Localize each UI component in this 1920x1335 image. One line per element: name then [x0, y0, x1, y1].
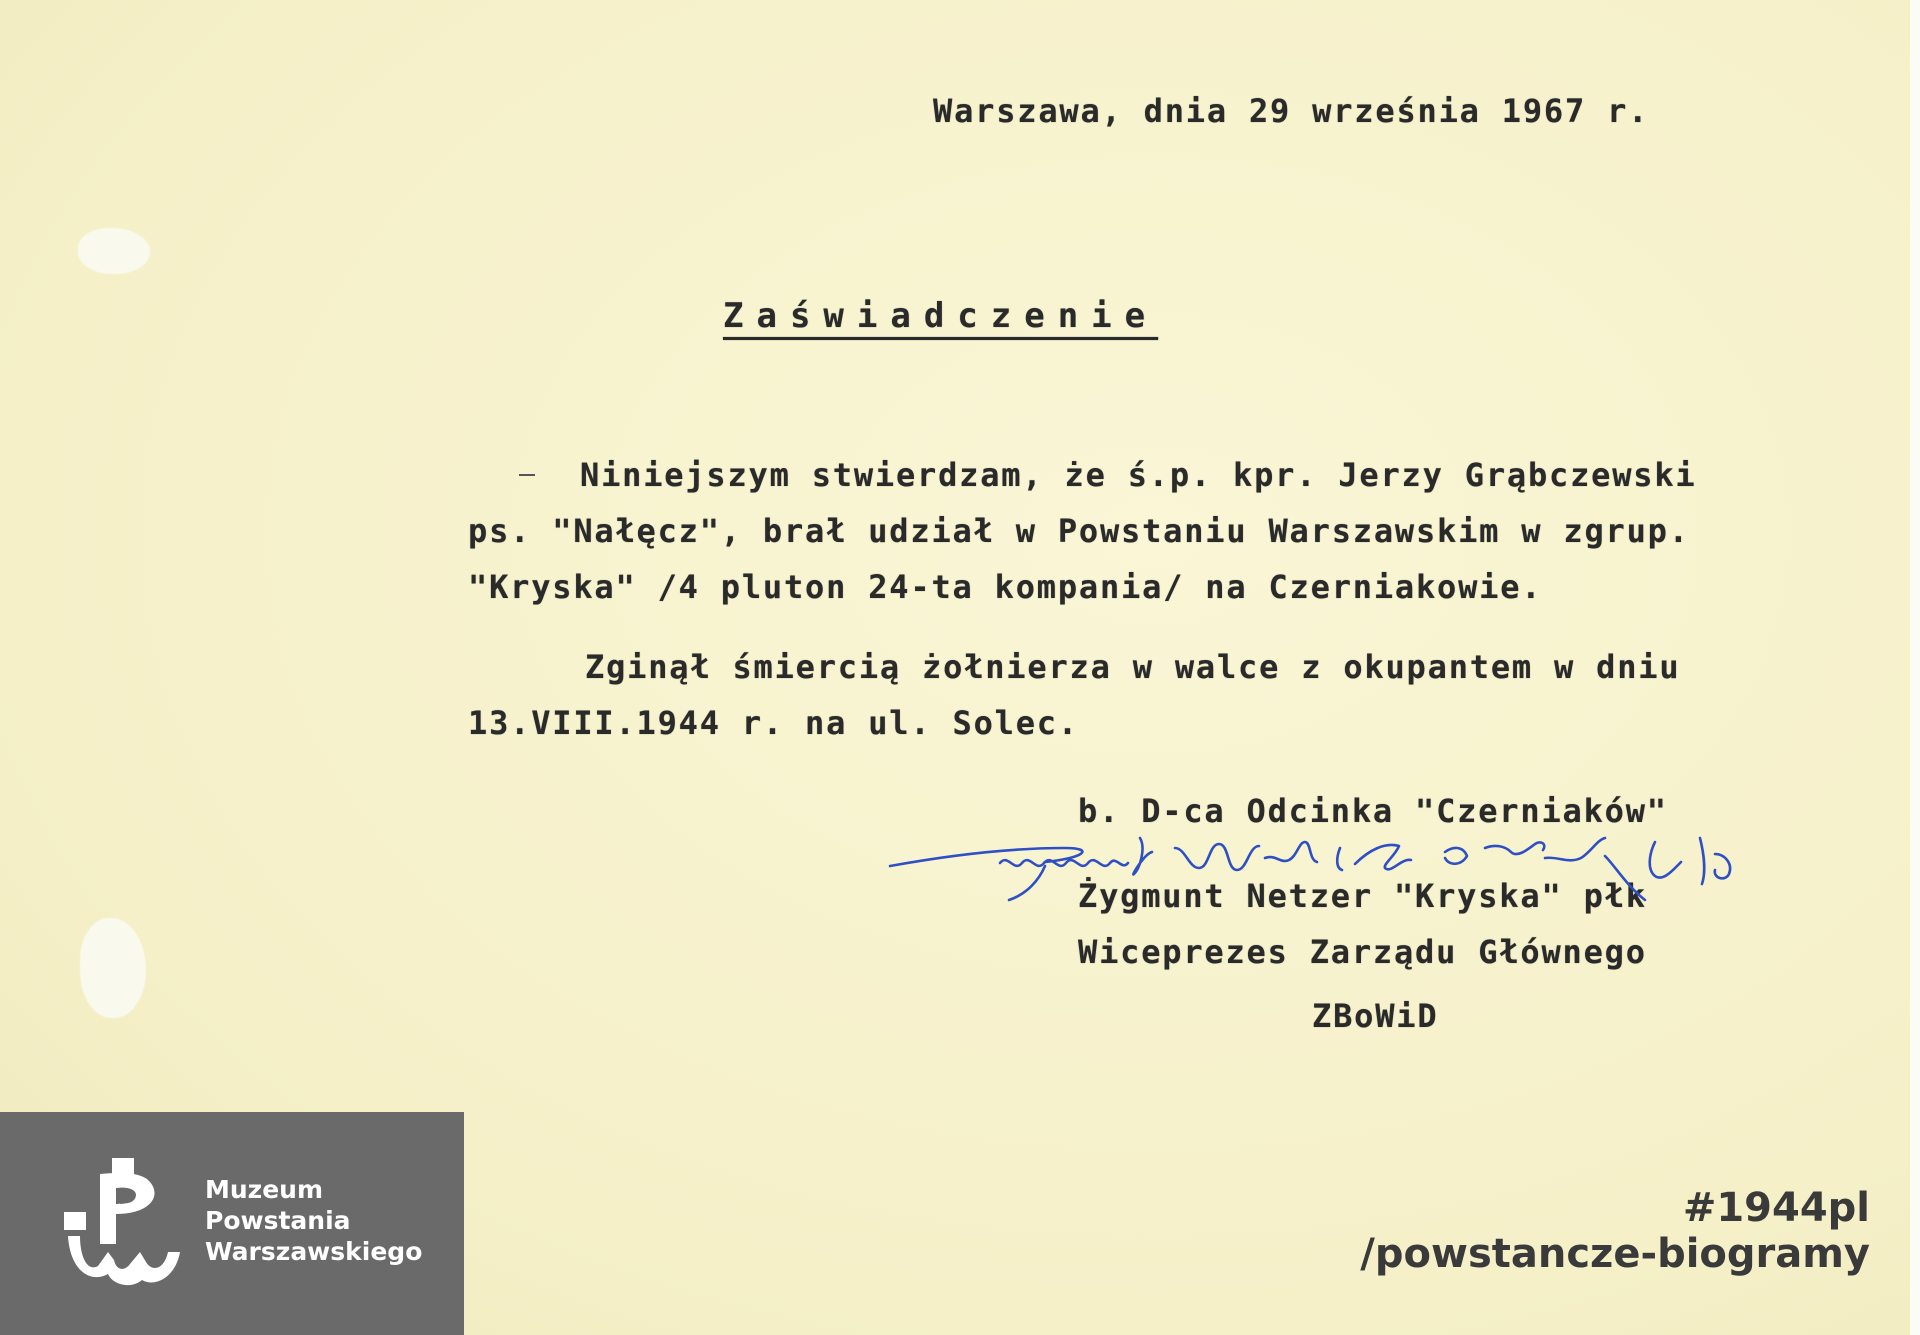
punch-hole-bottom: [80, 918, 146, 1018]
museum-name: [205, 1174, 422, 1267]
signature-block-line3: Wiceprezes Zarządu Głównego: [1078, 933, 1647, 971]
paper-edge: [1910, 0, 1920, 1335]
paragraph-dash: [519, 474, 535, 476]
museum-name-line2: Powstania: [205, 1206, 351, 1235]
hashtag-watermark: [1360, 1185, 1870, 1277]
polska-walczaca-anchor-icon: [60, 1152, 190, 1292]
paragraph1-line3: "Kryska" /4 pluton 24-ta kompania/ na Czerniakowie.: [468, 568, 1543, 606]
document-title: Zaświadczenie: [723, 296, 1159, 336]
museum-name-line3: Warszawskiego: [205, 1237, 423, 1266]
paragraph2-line1: Zginął śmiercią żołnierza w walce z okupantem w dniu: [585, 648, 1681, 686]
paragraph2-line2: 13.VIII.1944 r. na ul. Solec.: [468, 704, 1079, 742]
paragraph1-line2: ps. "Nałęcz", brał udział w Powstaniu Warszawskim w zgrup.: [468, 512, 1690, 550]
handwritten-signature: [885, 818, 1825, 918]
date-line: Warszawa, dnia 29 września 1967 r.: [933, 92, 1650, 130]
punch-hole-top: [78, 228, 150, 274]
hashtag: #1944pl: [1682, 1185, 1870, 1231]
paragraph1-line1: Niniejszym stwierdzam, że ś.p. kpr. Jerzy Grąbczewski: [580, 456, 1697, 494]
museum-watermark-box: [0, 1112, 464, 1335]
hashtag-path: /powstancze-biogramy: [1360, 1231, 1870, 1277]
signature-block-line1: b. D-ca Odcinka "Czerniaków": [1078, 792, 1668, 830]
museum-name-line1: Muzeum: [205, 1175, 324, 1204]
signature-block-line4: ZBoWiD: [1312, 997, 1439, 1035]
signature-block-line2: Żygmunt Netzer "Kryska" płk: [1078, 877, 1647, 915]
